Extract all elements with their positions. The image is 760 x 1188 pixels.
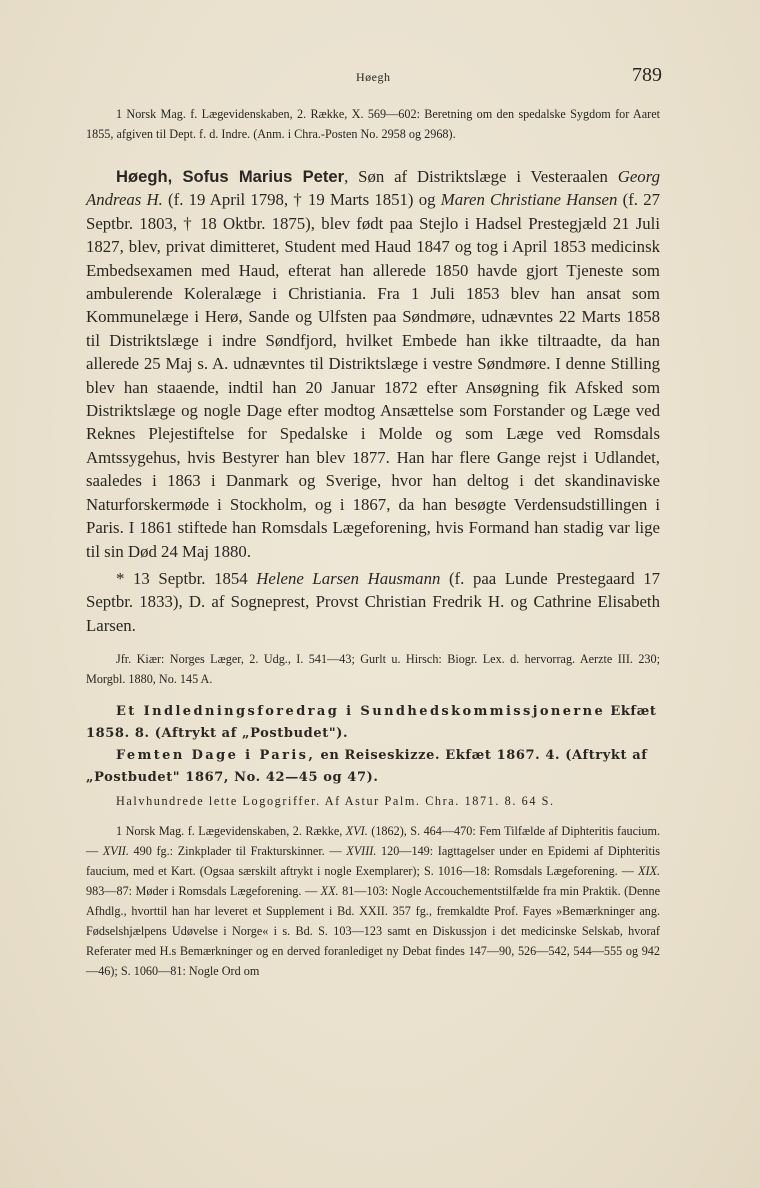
- marriage-paragraph: * 13 Septbr. 1854 Helene Larsen Hausmann (f. paa Lunde Prestegaard 17 Septbr. 1833), D. af Sogneprest, Provst Christian Fredrik H. og Cathrine Elisabeth Larsen.: [86, 568, 660, 635]
- sources-reference: Jfr. Kiær: Norges Læger, 2. Udg., I. 541—43; Gurlt u. Hirsch: Biogr. Lex. d. hervorrag. Aerzte III. 230; Morgbl. 1880, No. 145 A.: [86, 652, 660, 687]
- page-number: 789: [632, 64, 662, 86]
- work-item: Et Indledningsforedrag i Sundhedskommissjonerne Ekfæt 1858. 8. (Aftrykt af „Postbudet").: [86, 704, 657, 742]
- intro-reference: 1 Norsk Mag. f. Lægevidenskaben, 2. Række, X. 569—602: Beretning om den spedalske Sygdom for Aaret 1855, afgiven til Dept. f. d. Indre. (Anm. i Chra.-Posten No. 2958 og 2968).: [86, 107, 660, 141]
- works-list: [86, 701, 660, 811]
- work-item: Femten Dage i Paris, en Reiseskizze. Ekfæt 1867. 4. (Aftrykt af „Postbudet" 1867, No. 42—45 og 47).: [86, 748, 648, 786]
- biography-paragraph: Høegh, Sofus Marius Peter, Søn af Distriktslæge i Vesteraalen Georg Andreas H. (f. 19 April 1798, † 19 Marts 1851) og Maren Christiane Hansen (f. 27 Septbr. 1803, † 18 Oktbr. 1875), blev født paa Stejlo i Hadsel Prestegjæld 21 Juli 1827, blev, privat dimitteret, Student med Haud 1847 og tog i April 1853 medicinsk Embedsexamen med Haud, efterat han allerede 1850 havde gjort Tjeneste som ambulerende Koleralæge i Christiania. Fra 1 Juli 1853 blev han ansat som Kommunelæge i Herø, Sande og Ulfsten paa Søndmøre, udnævntes 22 Marts 1858 til Distriktslæge i indre Søndfjord, hvilket Embede han ikke tiltraadte, da han allerede 25 Maj s. A. udnævntes til Distriktslæge i vestre Søndmøre. I denne Stilling blev han staaende, indtil han 20 Januar 1872 efter Ansøgning fik Afsked som Distriktslæge og nogle Dage efter modtog Ansættelse som Forstander og Læge ved Reknes Plejestiftelse for Spedalske i Molde og som Læge ved Romsdals Amtssygehus, hvis Bestyrer han blev 1877. Han har flere Gange rejst i Udlandet, saaledes i 1863 i Danmark og Sverige, hvor han deltog i det skandinaviske Naturforskermøde i Stockholm, og i 1867, da han besøgte Verdensudstillingen i Paris. I 1861 stiftede han Romsdals Lægeforening, hvis Formand han stadig var lige til sin Død 24 Maj 1880.: [86, 167, 660, 561]
- wife-name: Helene Larsen Hausmann: [256, 568, 441, 588]
- biography-name: Høegh, Sofus Marius Peter: [116, 167, 345, 186]
- work-item: Halvhundrede lette Logogriffer. Af Astur Palm. Chra. 1871. 8. 64 S.: [116, 794, 555, 809]
- running-head: Høegh: [356, 70, 391, 84]
- mother-name: Maren Christiane Hansen: [440, 190, 618, 210]
- page-header: [88, 64, 662, 94]
- father-name: Georg Andreas H.: [86, 167, 660, 210]
- articles-reference: 1 Norsk Mag. f. Lægevidenskaben, 2. Række, XVI. (1862), S. 464—470: Fem Tilfælde af Diphteritis faucium. — XVII. 490 fg.: Zinkplader til Frakturskinner. — XVIII. 120—149: Iagttagelser under en Epidemi af Diphteritis faucium, med et Kart. (Ogsaa særskilt aftrykt i nogle Exemplarer); S. 1016—18: Romsdals Lægeforening. — XIX. 983—87: Møder i Romsdals Lægeforening. — XX. 81—103: Nogle Accouchementstilfælde fra min Praktik. (Denne Afhdlg., hvorttil han har leveret et Supplement i Bd. XXII. 357 fg., fremkaldte Prof. Fayes »Bemærkninger ang. Fødselshjælpens Udøvelse i Norge« i s. Bd. S. 103—123 samt en Diskussjon i det medicinske Selskab, hvoraf Referater med H.s Bemærkninger og en derved foranlediget ny Debat findes 147—90, 526—542, 544—555 og 942—46); S. 1060—81: Nogle Ord om: [86, 824, 661, 979]
- page-content: [86, 104, 660, 981]
